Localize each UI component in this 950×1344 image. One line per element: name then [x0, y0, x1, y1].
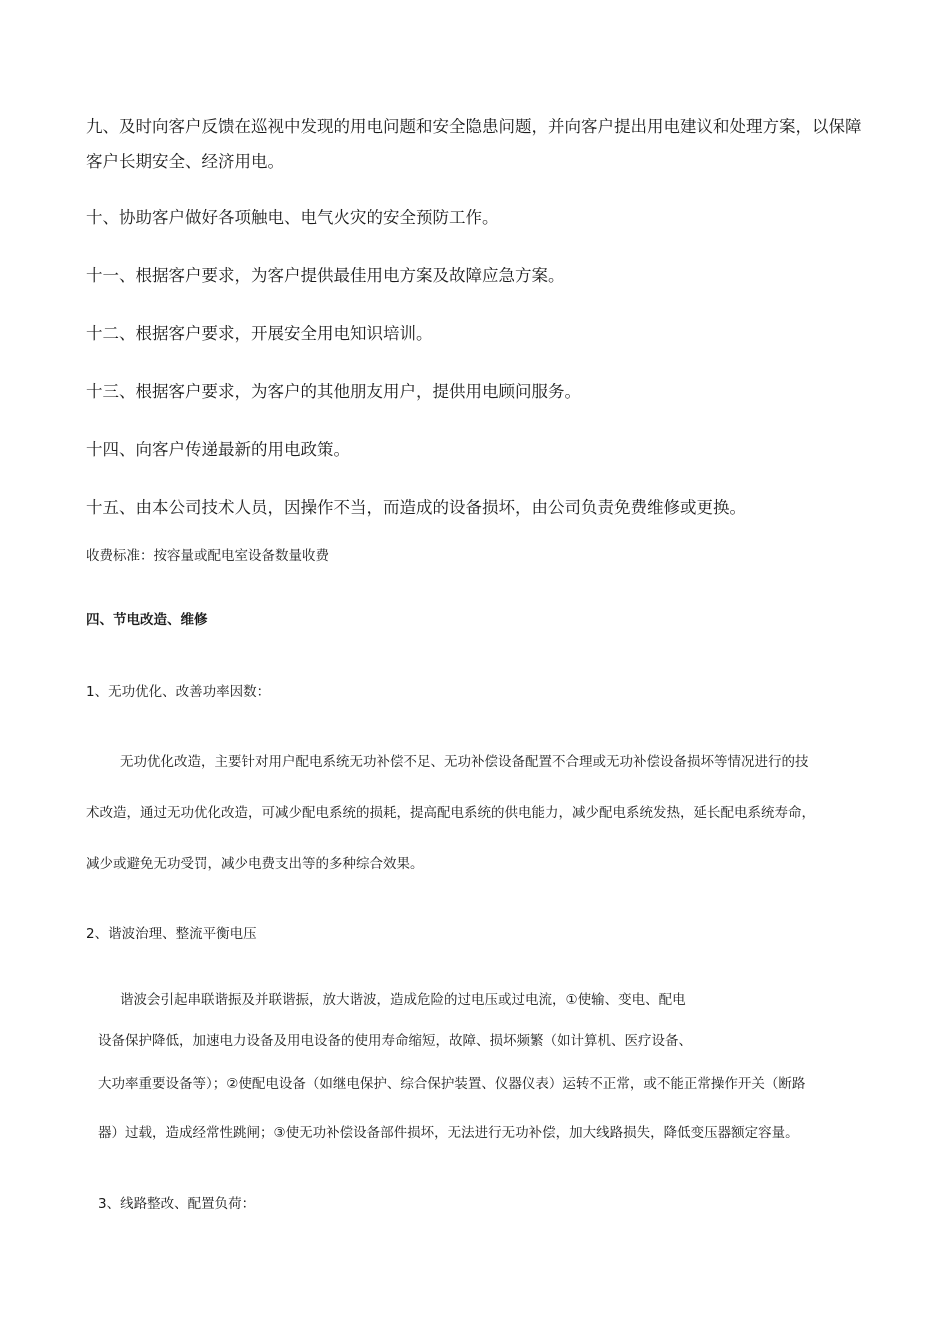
fee-standard: 收费标准：按容量或配电室设备数量收费 — [86, 548, 329, 564]
item-14: 十四、向客户传递最新的用电政策。 — [86, 440, 350, 459]
sub-1-line-3: 减少或避免无功受罚，减少电费支出等的多种综合效果。 — [86, 856, 424, 872]
item-9-line-2: 客户长期安全、经济用电。 — [86, 152, 284, 171]
item-13: 十三、根据客户要求，为客户的其他朋友用户，提供用电顾问服务。 — [86, 382, 581, 401]
item-9-line-1: 九、及时向客户反馈在巡视中发现的用电问题和安全隐患问题，并向客户提出用电建议和处理方案，以保障 — [86, 117, 862, 136]
sub-1-line-2: 术改造，通过无功优化改造，可减少配电系统的损耗，提高配电系统的供电能力，减少配电系统发热，延长配电系统寿命， — [86, 805, 815, 821]
sub-1-line-1: 无功优化改造，主要针对用户配电系统无功补偿不足、无功补偿设备配置不合理或无功补偿设备损坏等情况进行的技 — [120, 754, 809, 770]
sub-2-line-1: 谐波会引起串联谐振及并联谐振，放大谐波，造成危险的过电压或过电流，①使输、变电、配电 — [120, 992, 686, 1008]
sub-2-line-3: 大功率重要设备等）；②使配电设备（如继电保护、综合保护装置、仪器仪表）运转不正常，或不能正常操作开关（断路 — [98, 1076, 806, 1092]
section-4-heading: 四、节电改造、维修 — [86, 612, 208, 628]
sub-1-title: 1、无功优化、改善功率因数： — [86, 684, 271, 700]
sub-3-title: 3、线路整改、配置负荷： — [98, 1196, 256, 1212]
sub-2-line-4: 器）过载，造成经常性跳闸；③使无功补偿设备部件损坏，无法进行无功补偿，加大线路损失，降低变压器额定容量。 — [98, 1125, 799, 1141]
sub-2-line-2: 设备保护降低，加速电力设备及用电设备的使用寿命缩短，故障、损坏频繁（如计算机、医疗设备、 — [98, 1033, 692, 1049]
item-10: 十、协助客户做好各项触电、电气火灾的安全预防工作。 — [86, 208, 499, 227]
item-11: 十一、根据客户要求，为客户提供最佳用电方案及故障应急方案。 — [86, 266, 565, 285]
sub-2-title: 2、谐波治理、整流平衡电压 — [86, 926, 257, 942]
item-12: 十二、根据客户要求，开展安全用电知识培训。 — [86, 324, 433, 343]
item-15: 十五、由本公司技术人员，因操作不当，而造成的设备损坏，由公司负责免费维修或更换。 — [86, 498, 746, 517]
